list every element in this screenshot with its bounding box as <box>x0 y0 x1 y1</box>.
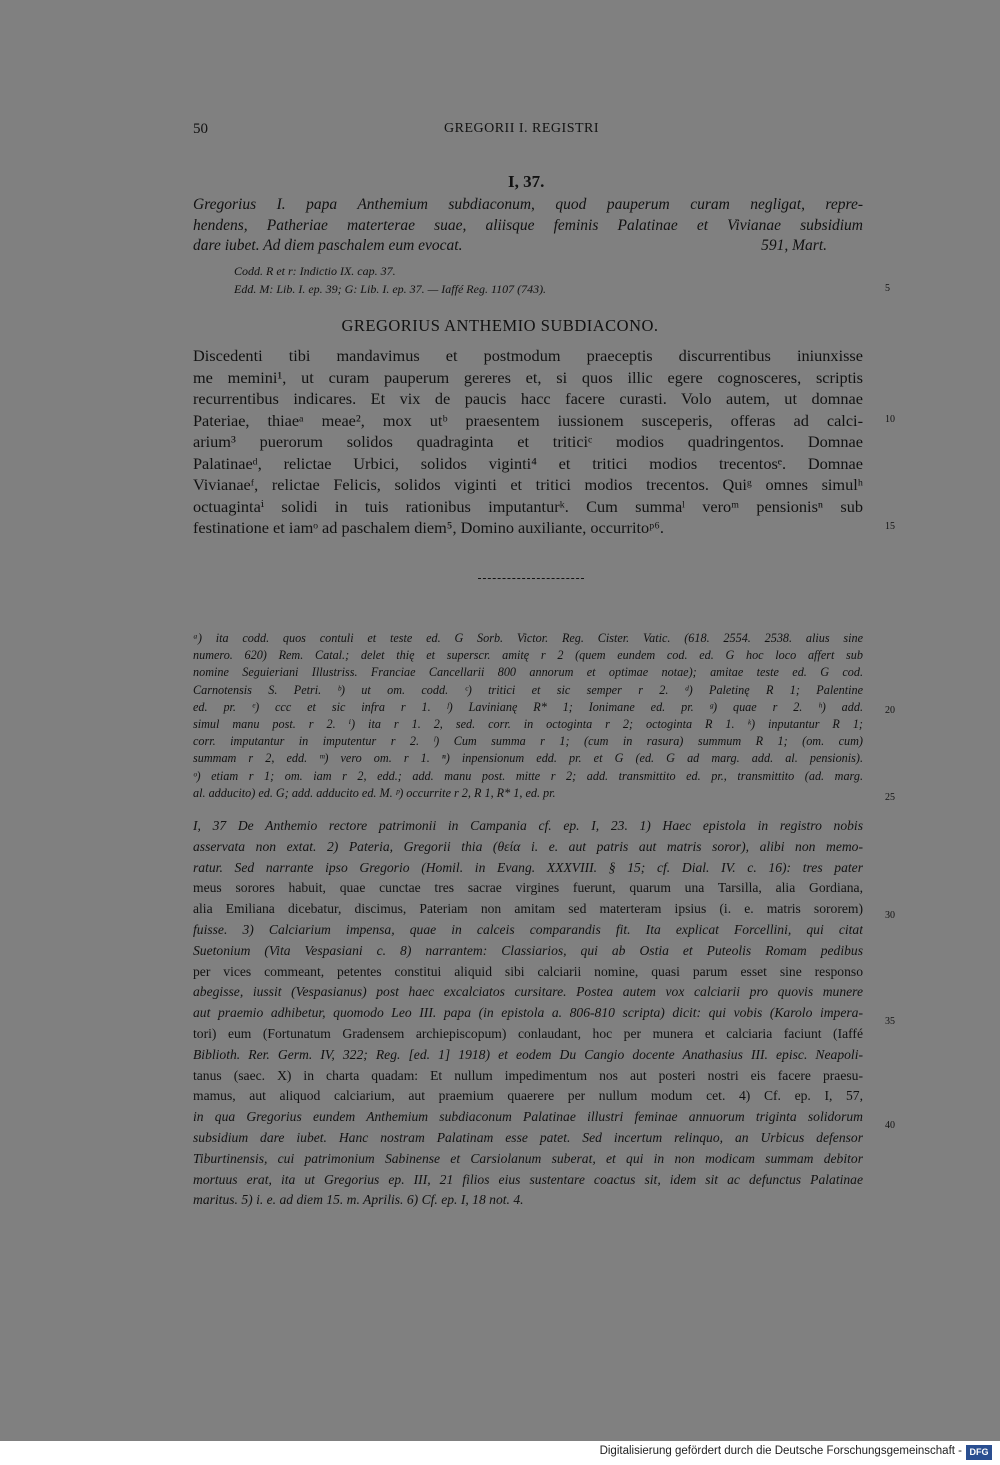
commentary-line: mamus, aut aliquod calciarium, aut praemium quaerere per nullum modum cet. 4) Cf. ep. I, 57, <box>193 1088 863 1104</box>
editions-line: Edd. M: Lib. I. ep. 39; G: Lib. I. ep. 37. — Iaffé Reg. 1107 (743). <box>234 282 547 296</box>
letter-address: GREGORIUS ANTHEMIO SUBDIACONO. <box>341 316 659 335</box>
note-line: nomine Seguieriani Illustriss. Franciae Cancellarii 800 annorum et optimae notae); amitae teste ed. G cod. <box>193 665 863 680</box>
margin-line-number: 5 <box>885 283 890 294</box>
body-line: Pateriae, thiaeᵃ meae², mox utᵇ praesentem iussionem susceperis, offeras ad calci- <box>193 410 863 430</box>
margin-line-number: 30 <box>885 910 895 921</box>
note-line: simul manu post. r 2. ⁱ) ita r 1. 2, sed. corr. in octoginta r 2; octoginta R 1. ᵏ) inputantur R 1; <box>193 716 863 731</box>
commentary-line: alia Emiliana dicebatur, discimus, Pateriam non amitam sed materteram ipsius (i. e. matris sororem) <box>193 901 863 917</box>
body-line: Vivianaeᶠ, relictae Felicis, solidos viginti et tritici modios trecentos. Quiᵍ omnes simulʰ <box>193 475 863 494</box>
running-head: GREGORII I. REGISTRI <box>444 121 600 136</box>
regest-line: Gregorius I. papa Anthemium subdiaconum, quod pauperum curam negligat, repre- <box>193 196 863 213</box>
note-line: summam r 2, edd. ᵐ) vero om. r 1. ⁿ) inpensionum edd. pr. et G (ed. G ad marg. add. al. pensionis). <box>193 751 863 766</box>
body-line: Discedenti tibi mandavimus et postmodum praeceptis discurrentibus iniunxisse <box>193 346 863 365</box>
margin-line-number: 25 <box>885 792 895 803</box>
commentary-line: abegisse, iussit (Vespasianus) post haec excalciatos cursitare. Postea autem vox calciarii pro quovis munere <box>193 984 863 1000</box>
commentary-line: subsidium dare iubet. Hanc nostram Palatinam esse patet. Sed incertum relinquo, an Urbicus defensor <box>193 1129 863 1145</box>
margin-line-number: 40 <box>885 1120 895 1131</box>
note-line: Carnotensis S. Petri. ᵇ) ut om. codd. ᶜ) tritici et sic semper r 2. ᵈ) Paletinę R 1; Palentine <box>193 682 863 697</box>
letter-body <box>193 345 863 539</box>
commentary-line: ratur. Sed narrante ipso Gregorio (Homil. in Evang. XXXVIII. § 15; cf. Dial. IV. c. 16): tres pater <box>193 859 863 875</box>
margin-line-number: 20 <box>885 705 895 716</box>
commentary-line: mortuus erat, ita ut Gregorius ep. III, 21 filios eius sustentare coactus sit, idem sit ac defunctus Palatinae <box>193 1171 863 1187</box>
body-line: me memini¹, ut curam pauperum gereres et, si quos illic egere cognosceres, scriptis <box>193 367 863 387</box>
commentary-line: per vices commeant, petentes constitui aliquid sibi calciarii nomine, quasi parum esset sine responso <box>193 963 863 979</box>
note-line: numero. 620) Rem. Catal.; delet thię et superscr. amitę r 2 (quem eundem cod. ed. G hoc loco affert sub <box>193 648 863 663</box>
note-line: ᵒ) etiam r 1; om. iam r 2, edd.; add. manu post. mitte r 2; add. transmittito ed. pr., transmittito (ad. marg. <box>193 768 863 783</box>
commentary-line: Suetonium (Vita Vespasiani c. 8) narrantem: Classiarios, qui ab Ostia et Puteolis Romam pedibus <box>193 942 863 958</box>
commentary-line: maritus. 5) i. e. ad diem 15. m. Aprilis. 6) Cf. ep. I, 18 not. 4. <box>193 1192 524 1208</box>
commentary-line: Tiburtinensis, cui patrimonium Sabinense et Carsiolanum suberat, et qui in non modicam summam debitor <box>193 1150 863 1166</box>
critical-notes <box>193 630 863 802</box>
margin-line-number: 35 <box>885 1016 895 1027</box>
note-line: ed. pr. ᵉ) ccc et sic infra r 1. ᶠ) Lavinianę R* 1; Ionimane ed. pr. ᵍ) quae r 2. ʰ) add. <box>193 699 863 714</box>
note-line: corr. imputantur in imputentur r 2. ˡ) Cum summa r 1; (cum in rasura) summum R 1; (om. cum) <box>193 734 863 749</box>
commentary-line: tanus (saec. X) in charta quadam: Et nullum impedimentum nos aut posteri nostri eis facere praesu- <box>193 1067 863 1083</box>
regest-line: hendens, Patheriae materterae suae, aliisque feminis Palatinae et Vivianae subsidium <box>193 216 863 234</box>
regest-text: dare iubet. Ad diem paschalem eum evocat. <box>193 237 463 254</box>
codices-line: Codd. R et r: Indictio IX. cap. 37. <box>234 264 396 278</box>
funding-notice: Digitalisierung gefördert durch die Deutsche Forschungsgemeinschaft - <box>599 1445 962 1457</box>
note-line: ᵃ) ita codd. quos contuli et teste ed. G Sorb. Victor. Reg. Cister. Vatic. (618. 2554. 2538. alius sine <box>193 631 863 645</box>
note-line: al. adducito) ed. G; add. adducito ed. M. ᵖ) occurrite r 2, R 1, R* 1, ed. pr. <box>193 785 556 800</box>
body-line: festinatione et iamᵒ ad paschalem diem⁵, Domino auxiliante, occurritoᵖ⁶. <box>193 518 664 537</box>
commentary-line: Biblioth. Rer. Germ. IV, 322; Reg. [ed. 1] 1918) et eodem Du Cangio docente Anathasius III. episc. Neapoli- <box>193 1046 863 1062</box>
regest <box>193 195 863 257</box>
dfg-logo-icon: DFG <box>966 1445 992 1460</box>
commentary-line: in qua Gregorius eundem Anthemium subdiaconum Palatinae illustri feminae annuorum triginta solidorum <box>193 1109 863 1125</box>
section-divider <box>478 578 584 579</box>
commentary <box>193 816 863 1211</box>
body-line: octuagintaⁱ solidi in tuis rationibus imputanturᵏ. Cum summaˡ veroᵐ pensionisⁿ sub <box>193 496 863 516</box>
body-line: arium³ puerorum solidos quadraginta et triticiᶜ modios quadringentos. Domnae <box>193 432 863 451</box>
commentary-line: asservata non extat. 2) Pateria, Gregorii thia (θεία i. e. aut patris aut matris soror), alibi non memo- <box>193 838 863 854</box>
margin-line-number: 10 <box>885 414 895 425</box>
commentary-line: meus sorores habuit, quae cunctae tres sacrae virgines fuerunt, quarum una Tarsilla, alia Gordiana, <box>193 880 863 896</box>
commentary-line: aut praemio adhibetur, quomodo Leo III. papa (in epistola a. 806-810 scripta) dicit: qui vobis (Karolo impera- <box>193 1005 863 1021</box>
regest-date: 591, Mart. <box>761 237 827 254</box>
digitization-footer <box>0 1441 1000 1465</box>
document-number: I, 37. <box>508 172 545 191</box>
margin-line-number: 15 <box>885 521 895 532</box>
page-number: 50 <box>193 121 208 137</box>
commentary-line: tori) eum (Fortunatum Gradensem archiepiscopum) conlaudant, hoc per munera et calciaria faciunt (Iaffé <box>193 1025 863 1041</box>
body-line: recurrentibus indicares. Et vix de paucis hacc facere curasti. Volo autem, ut domnae <box>193 389 863 408</box>
commentary-line: I, 37 De Anthemio rectore patrimonii in Campania cf. ep. I, 23. 1) Haec epistola in registro nobis <box>193 818 863 833</box>
commentary-line: fuisse. 3) Calciarium impensa, quae in calceis comparandis fit. Ita explicat Forcellini, qui citat <box>193 921 863 937</box>
body-line: Palatinaeᵈ, relictae Urbici, solidos viginti⁴ et tritici modios trecentosᵉ. Domnae <box>193 453 863 473</box>
regest-line <box>193 236 863 257</box>
